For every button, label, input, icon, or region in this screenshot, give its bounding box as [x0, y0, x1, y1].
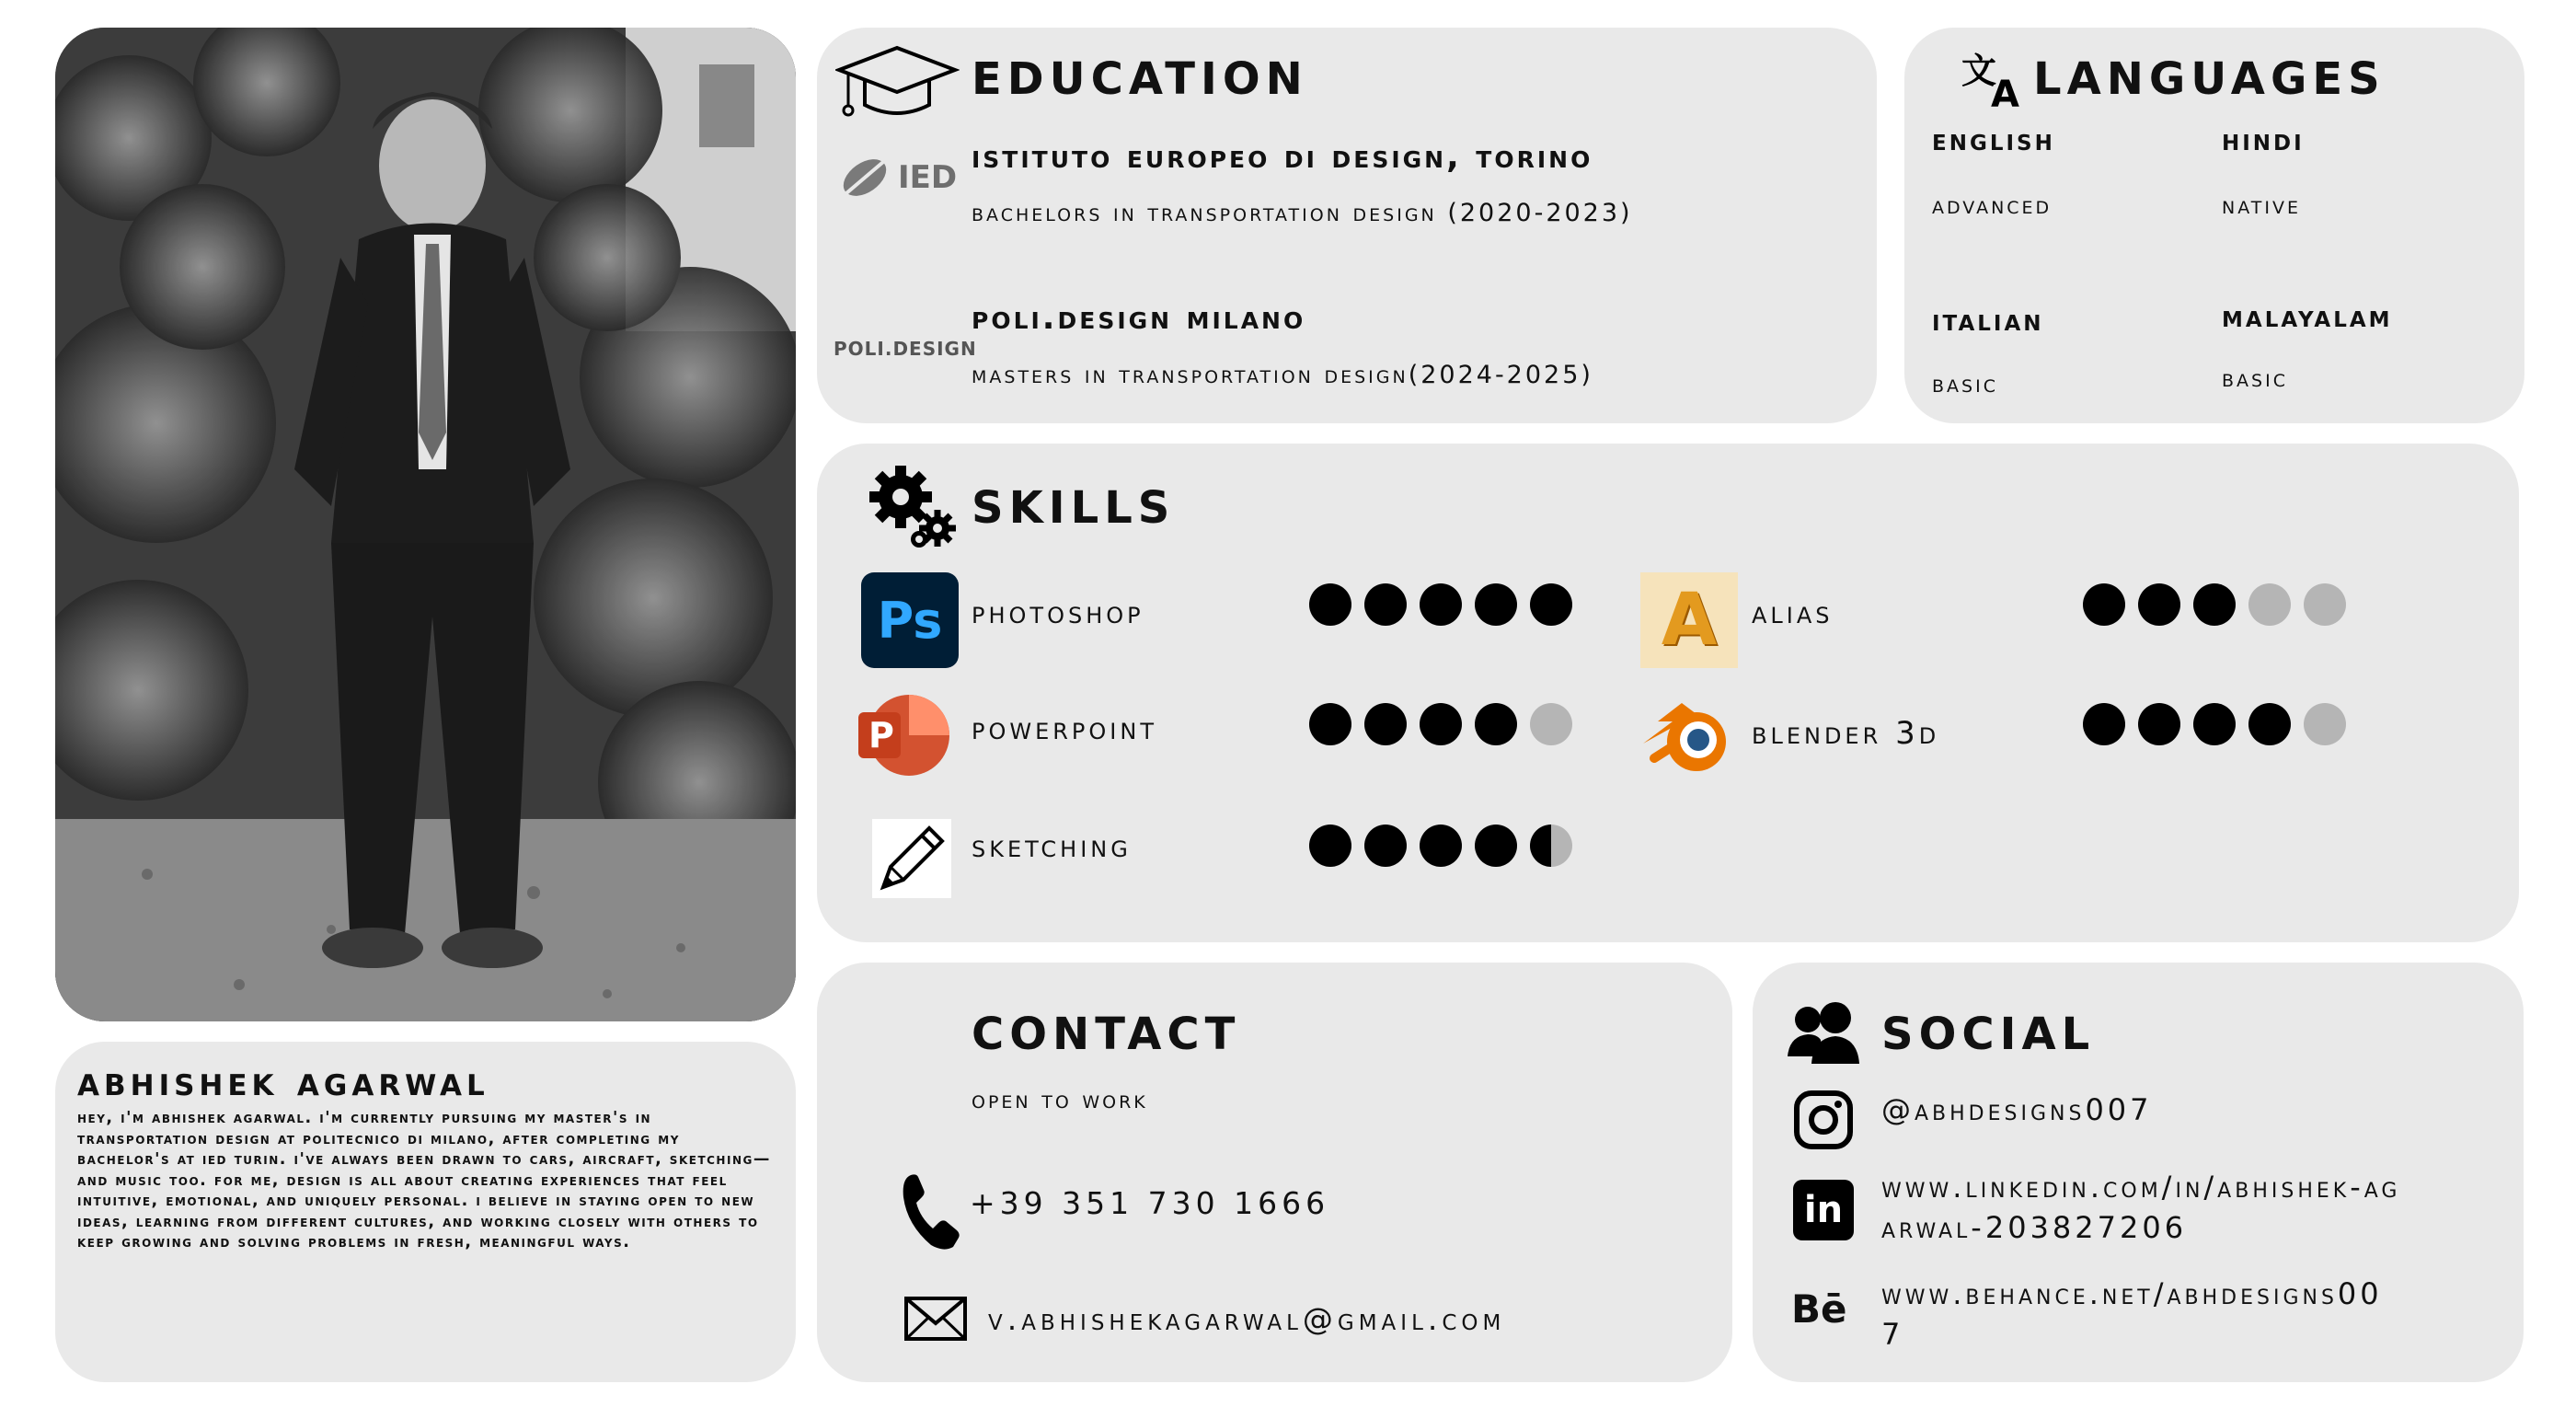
languages-card — [1904, 28, 2524, 423]
rating-dot — [1530, 825, 1572, 867]
rating-dot — [1309, 825, 1351, 867]
language-malayalam-level: basic — [2222, 364, 2288, 393]
social-card — [1753, 963, 2524, 1382]
contact-title: contact — [972, 992, 1241, 1065]
portrait-image — [55, 28, 796, 1021]
skills-title: skills — [972, 466, 1176, 538]
blender-icon — [1636, 694, 1739, 778]
rating-dot — [2083, 583, 2125, 626]
linkedin-icon[interactable]: in — [1793, 1180, 1854, 1240]
svg-text:文: 文 — [1961, 51, 1997, 91]
rating-dot — [2304, 583, 2346, 626]
skill-sketching: sketching — [972, 828, 1132, 865]
skills-card — [817, 444, 2519, 942]
education-title: education — [972, 37, 1308, 110]
graduation-cap-icon — [835, 40, 960, 123]
language-italian-level: basic — [1932, 370, 1998, 398]
social-behance[interactable]: www.behance.net/abhdesigns00 7 — [1881, 1276, 2383, 1352]
language-hindi: hindi — [2222, 121, 2305, 157]
rating-dot — [1309, 583, 1351, 626]
contact-status: open to work — [972, 1086, 1148, 1114]
languages-title: languages — [2033, 37, 2386, 110]
skill-rating — [1309, 703, 1572, 745]
skill-blender: blender 3d — [1752, 715, 1940, 752]
rating-dot — [1309, 703, 1351, 745]
language-italian: italian — [1932, 302, 2044, 338]
skill-rating — [2083, 583, 2346, 626]
translate-icon — [1960, 46, 2028, 110]
ied-leaf-icon — [837, 156, 892, 199]
alias-icon: A — [1640, 572, 1738, 668]
rating-dot — [1420, 583, 1462, 626]
language-english: english — [1932, 121, 2055, 157]
rating-dot — [1475, 703, 1517, 745]
rating-dot — [1420, 825, 1462, 867]
instagram-icon[interactable] — [1793, 1090, 1854, 1150]
language-hindi-level: native — [2222, 191, 2301, 220]
rating-dot — [1475, 825, 1517, 867]
rating-dot — [2248, 583, 2291, 626]
about-card — [55, 1042, 796, 1382]
social-linkedin[interactable]: www.linkedin.com/in/abhishek-ag arwal-203827206 — [1881, 1170, 2401, 1245]
contact-card — [817, 963, 1732, 1382]
contact-email[interactable]: v.abhishekagarwal@gmail.com — [988, 1301, 1506, 1337]
gears-icon — [868, 462, 960, 550]
social-instagram[interactable]: @abhdesigns007 — [1881, 1092, 2153, 1127]
users-icon — [1788, 999, 1861, 1066]
skill-rating — [1309, 583, 1572, 626]
language-malayalam: malayalam — [2222, 298, 2393, 334]
rating-dot — [1530, 583, 1572, 626]
photoshop-icon: Ps — [861, 572, 959, 668]
skill-photoshop: photoshop — [972, 594, 1144, 631]
education-degree-2: masters in transportation design(2024-2025) — [972, 361, 1593, 389]
rating-dot — [2193, 583, 2236, 626]
skill-rating — [1309, 825, 1572, 867]
ied-logo: IED — [837, 156, 957, 199]
rating-dot — [1364, 703, 1407, 745]
education-degree-1: bachelors in transportation design (2020-2023) — [972, 199, 1633, 227]
skill-alias: alias — [1752, 594, 1834, 631]
social-title: social — [1881, 992, 2096, 1065]
language-english-level: advanced — [1932, 191, 2053, 220]
rating-dot — [1530, 703, 1572, 745]
rating-dot — [1364, 583, 1407, 626]
rating-dot — [2138, 583, 2180, 626]
profile-bio: hey, i'm abhishek agarwal. i'm currently pursuing my master's in transportation design at politecnico di milano, after completing my bachelor's at ied turin. i've always been drawn to cars, aircraft, sketching—and music too. for me, design is all about creating experiences that feel intuitive, emotional, and uniquely personal. i believe in staying open to new ideas, learning from different cultures, and working closely with others to keep growing and solving problems in fresh, meaningful ways. — [77, 1109, 771, 1251]
rating-dot — [1420, 703, 1462, 745]
contact-phone[interactable]: +39 351 730 1666 — [970, 1185, 1330, 1221]
phone-icon — [900, 1170, 964, 1252]
pencil-icon — [872, 819, 951, 898]
rating-dot — [2304, 703, 2346, 745]
skill-powerpoint: powerpoint — [972, 710, 1157, 747]
svg-text:A: A — [1991, 74, 2019, 110]
rating-dot — [2193, 703, 2236, 745]
powerpoint-icon-letter: P — [868, 715, 894, 755]
education-card — [817, 28, 1877, 423]
skill-rating — [2083, 703, 2346, 745]
rating-dot — [1364, 825, 1407, 867]
rating-dot — [2083, 703, 2125, 745]
rating-dot — [2138, 703, 2180, 745]
profile-photo — [55, 28, 796, 1021]
mail-icon — [903, 1296, 968, 1342]
education-institution-2: poli.design milano — [972, 299, 1306, 337]
rating-dot — [2248, 703, 2291, 745]
profile-name: abhishek agarwal — [77, 1058, 489, 1105]
behance-icon[interactable]: Bē — [1791, 1286, 1847, 1332]
rating-dot — [1475, 583, 1517, 626]
polidesign-logo: POLI.DESIGN — [834, 338, 977, 360]
education-institution-1: istituto europeo di design, torino — [972, 138, 1593, 176]
